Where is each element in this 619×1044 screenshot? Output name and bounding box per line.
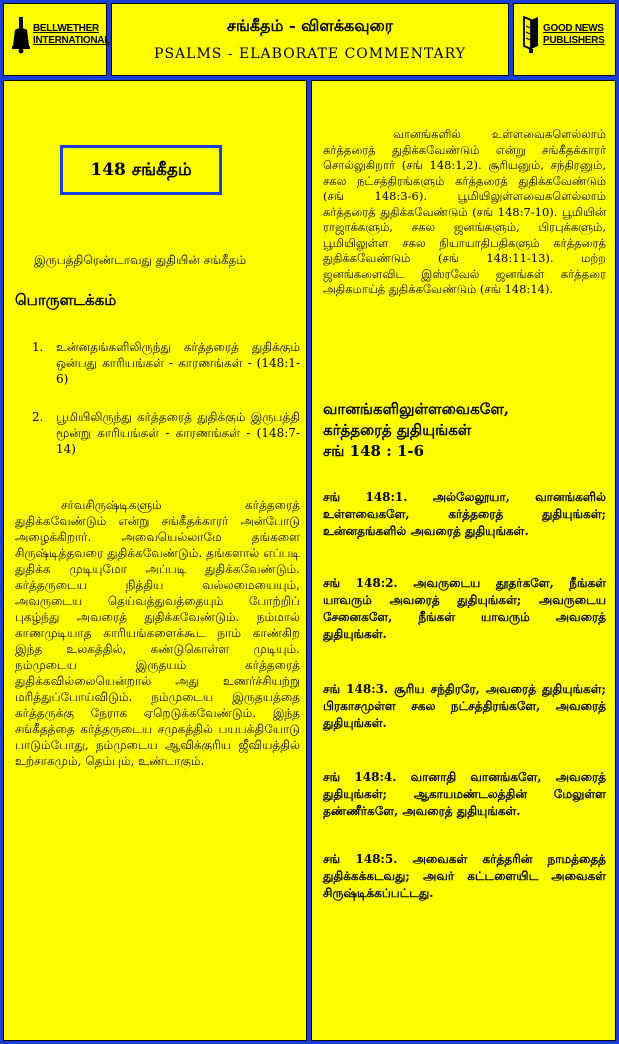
verse-4: சங் 148:4. வானாதி வானங்களே, அவரைத் துதியுங்கள்; ஆகாயமண்டலத்தின் மேலுள்ள தண்ணீர்களே, அவரைத் துதியுங்கள்.	[323, 770, 606, 818]
item-number: 2.	[32, 410, 44, 424]
intro-paragraph: சர்வசிருஷ்டிகளும் கர்த்தரைத் துதிக்கவேண்டும் என்று சங்கீதக்காரர் அன்போடு அழைக்கிறார். அவையெல்லாமே தங்களை சிருஷ்டித்தவரை துதிக்கவேண்டும். தங்களால் எப்படி துதிக்க முடியுமோ அப்படி துதிக்கவேண்டும். கர்த்தருடைய நித்திய வல்லமையையும், அவருடைய தெய்வத்துவத்தையும் போற்றிப் புகழ்ந்து அவரைத் துதிக்கவேண்டும். நம்மால் காணமுடியாத காரியங்களைக்கூட நாம் காண்கிற இந்த உலகத்தில், கண்டுகொள்ள முடியும். நம்முடைய இருதயம் கர்த்தரைத் துதிக்கவில்லையென்றால் அது உணர்ச்சியற்று மரித்துப்போய்விடும். நம்முடைய இருதயத்தை கர்த்தருக்கு நேராக ஏறெடுக்கவேண்டும். இந்த சங்கீதத்தை கர்த்தருடைய சமுகத்தில் பயபக்தியோடு பாடும்போது, நம்முடைய ஆவிக்குரிய ஜீவியத்தில் உற்சாகமும், தெம்பும், உண்டாகும்.	[15, 498, 300, 768]
title-tamil: சங்கீதம் - விளக்கவுரை	[226, 16, 393, 35]
title-english: PSALMS - ELABORATE COMMENTARY	[154, 46, 466, 62]
right-column	[311, 80, 616, 1041]
verse-5: சங் 148:5. அவைகள் கர்த்தரின் நாமத்தைத் துதிக்கக்கடவது; அவர் கட்டளையிட அவைகள் சிருஷ்டிக்கப்பட்டது.	[323, 852, 606, 900]
psalm-title: 148 சங்கீதம்	[60, 145, 222, 195]
section-heading-line2: கர்த்தரைத் துதியுங்கள்	[323, 421, 472, 439]
logo-line1: GOOD NEWS	[543, 23, 604, 34]
item-number: 1.	[32, 340, 44, 354]
book-icon	[522, 16, 540, 54]
logo-line2: PUBLISHERS	[543, 35, 605, 46]
section-heading-line1: வானங்களிலுள்ளவைகளே,	[323, 400, 510, 418]
verse-2: சங் 148:2. அவருடைய தூதர்களே, நீங்கள் யாவரும் அவரைத் துதியுங்கள்; அவருடைய சேனைகளே, நீங்கள் யாவரும் அவரைத் துதியுங்கள்.	[323, 576, 606, 641]
section-heading	[323, 399, 608, 462]
list-item	[32, 409, 300, 457]
item-text: பூமியிலிருந்து கர்த்தரைத் துதிக்கும் இருபத்தி மூன்று காரியங்கள் - காரணங்கள் - (148:7-14)	[56, 410, 300, 456]
contents-heading: பொருளடக்கம்	[15, 291, 117, 309]
list-item	[32, 339, 300, 387]
contents-list	[32, 339, 300, 479]
logo-line1: BELLWETHER	[33, 23, 99, 34]
logo-line2: INTERNATIONAL	[33, 35, 111, 46]
verse-3: சங் 148:3. சூரிய சந்திரரே, அவரைத் துதியுங்கள்; பிரகாசமுள்ள சகல நட்சத்திரங்களே, அவரைத் துதியுங்கள்.	[323, 682, 606, 730]
psalm-subtitle: இருபத்திரெண்டாவது துதியின் சங்கீதம்	[34, 253, 247, 267]
good-news-logo	[513, 3, 616, 76]
summary-paragraph: வானங்களில் உள்ளவைகளெல்லாம் கர்த்தரைத் துதிக்கவேண்டும் என்று சங்கீதக்காரர் சொல்லுகிறார் (சங் 148:1,2). சூரியனும், சந்திரனும், சகல நட்சத்திரங்களும் கர்த்தரைத் துதிக்கவேண்டும் (சங் 148:3-6). பூமியிலுள்ளவைகளெல்லாம் கர்த்தரைத் துதிக்கவேண்டும் (சங் 148:7-10). பூமியின் ராஜாக்களும், சகல ஜனங்களும், பிரபுக்களும், பூமியிலுள்ள சகல நியாயாதிபதிகளும் கர்த்தரைத் துதிக்கவேண்டும் (சங் 148:11-13). மற்ற ஜனங்களைவிட இஸ்ரவேல் ஜனங்கள் கர்த்தரை அதிகமாய்த் துதிக்கவேண்டும் (சங் 148:14).	[323, 127, 606, 296]
header-title	[111, 3, 509, 76]
bellwether-logo	[3, 3, 111, 76]
verse-1: சங் 148:1. அல்லேலூயா, வானங்களில் உள்ளவைகளே, கர்த்தரைத் துதியுங்கள்; உன்னதங்களில் அவரைத் துதியுங்கள்.	[323, 490, 606, 538]
hand-bell-icon	[12, 16, 30, 54]
item-text: உன்னதங்களிலிருந்து கர்த்தரைத் துதிக்கும் ஒன்பது காரியங்கள் - காரணங்கள் - (148:1-6)	[56, 340, 300, 386]
section-heading-reference: சங் 148 : 1-6	[323, 442, 425, 460]
left-column	[3, 80, 307, 1041]
